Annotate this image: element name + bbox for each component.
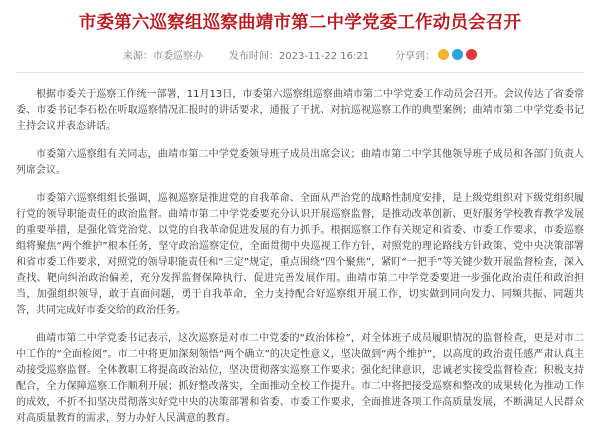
publish-time: 发布时间：2023-11-22 16:21 [228, 50, 370, 62]
weibo-icon[interactable] [466, 49, 477, 60]
source-label: 来源：市委巡察办 [122, 50, 203, 62]
paragraph-1: 根据市委关于巡察工作统一部署，11月13日，市委第六巡察组巡察曲靖市第二中学党委工作动员会召开。会议传达了省委常委、市委书记李石松在听取巡察情况汇报时的讲话要求，通报了干扰、对抗巡视巡察工作的典型案例；曲靖市第二中学党委书记主持会议并表态讲话。 [16, 89, 584, 132]
article-body [0, 73, 600, 427]
wechat-icon[interactable] [452, 49, 463, 60]
paragraph-2: 市委第六巡察组有关同志，曲靖市第二中学党委领导班子成员出席会议；曲靖市第二中学其他领导班子成员和各部门负责人列席会议。 [16, 149, 584, 176]
paragraph-3: 市委第六巡察组组长强调，巡视巡察是推进党的自我革命、全面从严治党的战略性制度安排，是上级党组织对下级党组织履行党的领导职能责任的政治监督。曲靖市第二中学党委要充分认识开展巡察监督，是推动改革创新、更好服务学校教育教学发展的重要举措，是强化管党治党、以党的自我革命促进发展的有力抓手。根据巡察工作有关规定和省委、市委工作要求，市委巡察组将聚焦“两个维护”根本任务，坚守政治巡察定位，全面贯彻中央巡视工作方针，对照党的理论路线方针政策、党中央决策部署和省市委工作要求，对照党的领导职能责任和“三定”规定，重点围绕“四个聚焦”，紧盯“一把手”等关键少数开展监督检查，深入查找、靶向纠治政治偏差，充分发挥监督保障执行、促进完善发展作用。曲靖市第二中学党委要进一步强化政治责任和政治担当，加强组织领导，敢于直面问题，勇于自我革命，全力支持配合好巡察组开展工作，切实做到同向发力、同频共振、同题共答，共同完成好市委交给的政治任务。 [16, 193, 584, 316]
share-bar [395, 47, 477, 62]
article-title: 市委第六巡察组巡察曲靖市第二中学党委工作动员会召开 [78, 13, 522, 33]
article-meta [0, 46, 600, 62]
paragraph-4: 曲靖市第二中学党委书记表示，这次巡察是对市二中党委的“政治体检”，对全体班子成员履职情况的监督检查，更是对市二中工作的“全面检阅”。市二中将更加深刻领悟“两个确立”的决定性意义，坚决做到“两个维护”，以高度的政治责任感严肃认真主动接受巡察监督。全体教职工将提高政治站位，坚决贯彻落实巡察工作要求；强化纪律意识，忠诚老实接受监督检查；积极支持配合，全力保障巡察工作顺利开展；抓好整改落实，全面推动全校工作提升。市二中将把接受巡察和整改的成果转化为推动工作的成效，不折不扣坚决贯彻落实好党中央的决策部署和省委、市委工作要求，全面推进各项工作高质量发展，不断满足人民群众对高质量教育的需求，努力办好人民满意的教育。 [16, 333, 584, 424]
share-label: 分享到： [395, 50, 436, 62]
qzone-icon[interactable] [438, 49, 449, 60]
